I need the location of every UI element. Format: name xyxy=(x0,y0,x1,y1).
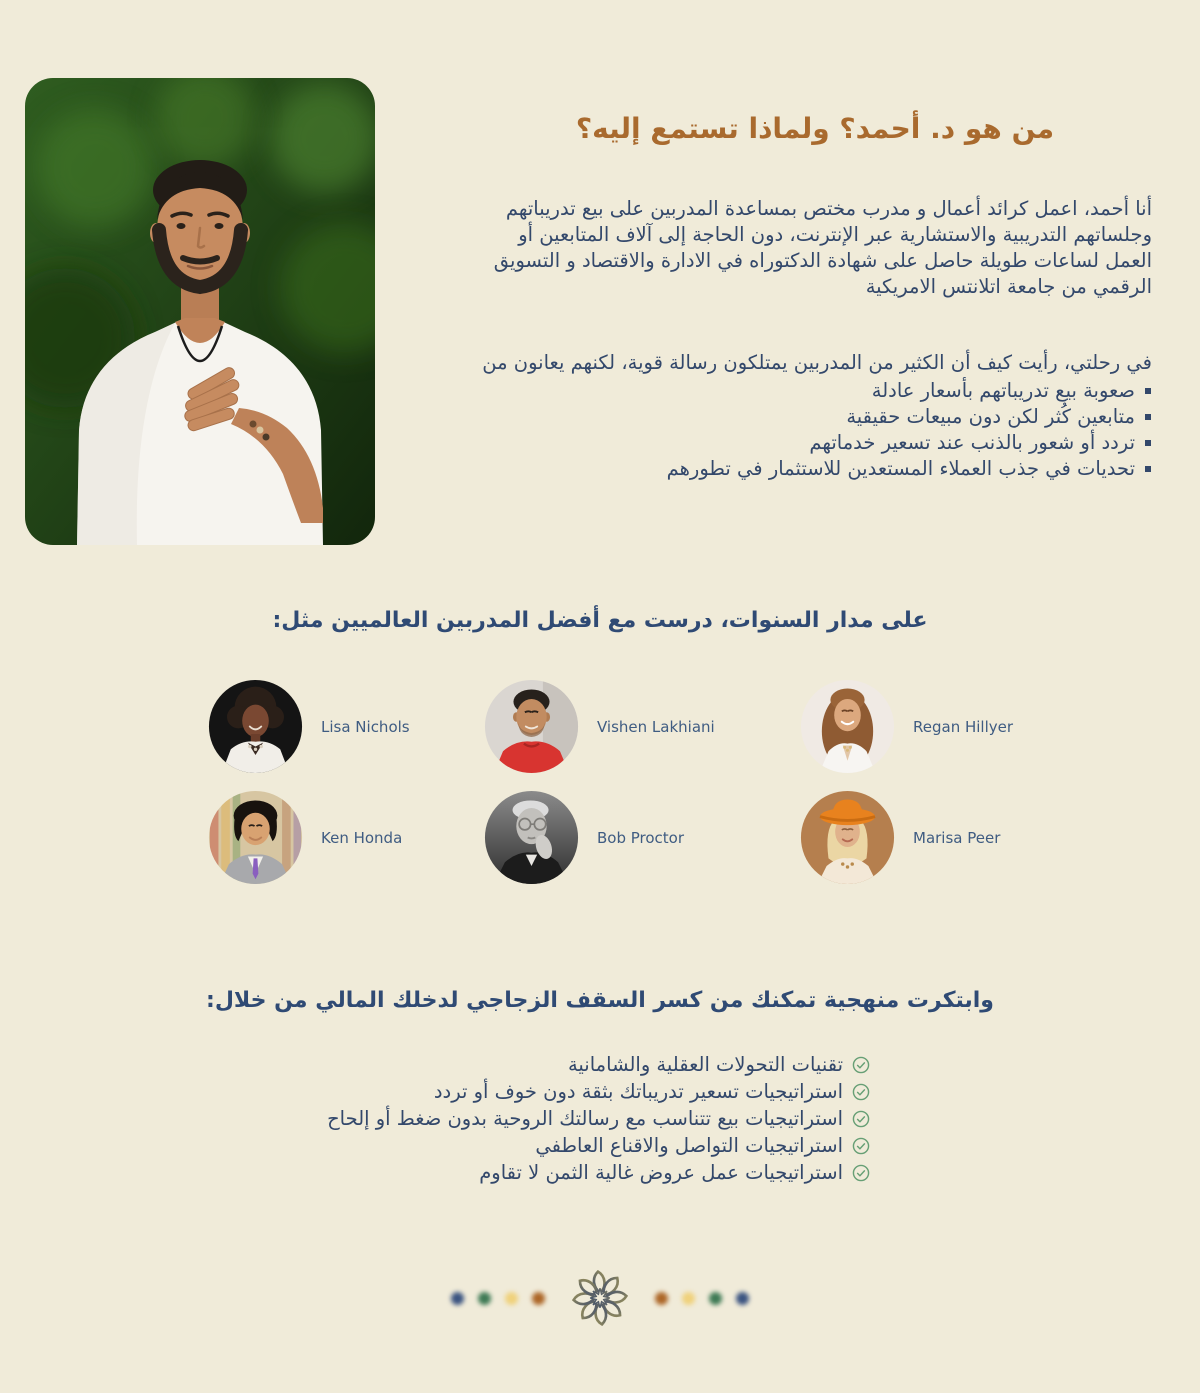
footer-dot xyxy=(682,1292,695,1305)
bio-paragraph: أنا أحمد، اعمل كرائد أعمال و مدرب مختص بمساعدة المدربين على بيع تدريباتهم وجلساتهم التدريبية والاستشارية عبر الإنترنت، دون الحاجة إلى آلاف المتابعين أو العمل لساعات طويلة حاصل على شهادة الدكتوراه في الادارة والاقتصاد و التسويق الرقمي من جامعة اتلانتس الامريكية xyxy=(493,197,1152,298)
methodology-heading: وابتكرت منهجية تمكنك من كسر السقف الزجاجي لدخلك المالي من خلال: xyxy=(206,988,994,1013)
journey-intro: في رحلتي، رأيت كيف أن الكثير من المدربين يمتلكون رسالة قوية، لكنهم يعانون من xyxy=(482,351,1152,374)
check-circle-icon xyxy=(852,1164,870,1182)
marisa-peer-avatar xyxy=(800,790,895,885)
mentor-card xyxy=(208,790,484,885)
mentor-card xyxy=(484,790,800,885)
checklist-text: استراتيجيات التواصل والاقناع العاطفي xyxy=(535,1134,843,1157)
footer-dot xyxy=(505,1292,518,1305)
pain-point-item: تردد أو شعور بالذنب عند تسعير خدماتهم xyxy=(452,430,1152,456)
checklist-text: تقنيات التحولات العقلية والشامانية xyxy=(567,1053,843,1076)
footer-dots-left xyxy=(451,1292,545,1305)
check-circle-icon xyxy=(852,1056,870,1074)
mentor-card xyxy=(208,679,484,774)
check-circle-icon xyxy=(852,1083,870,1101)
pain-point-item: صعوبة بيع تدريباتهم بأسعار عادلة xyxy=(452,378,1152,404)
methodology-checklist xyxy=(327,1052,870,1185)
check-circle-icon xyxy=(852,1137,870,1155)
mentors-heading: على مدار السنوات، درست مع أفضل المدربين العالميين مثل: xyxy=(272,608,928,633)
footer-dot xyxy=(655,1292,668,1305)
check-circle-icon xyxy=(852,1110,870,1128)
mentor-name: Lisa Nichols xyxy=(321,717,410,736)
journey-block xyxy=(452,350,1152,482)
checklist-text: استراتيجيات عمل عروض غالية الثمن لا تقاوم xyxy=(479,1161,843,1184)
coach-photo xyxy=(25,78,375,545)
footer-dot xyxy=(478,1292,491,1305)
ken-honda-avatar xyxy=(208,790,303,885)
mentor-name: Bob Proctor xyxy=(597,828,685,847)
checklist-item xyxy=(327,1160,870,1185)
checklist-item xyxy=(327,1079,870,1104)
checklist-text: استراتيجيات تسعير تدريباتك بثقة دون خوف أو تردد xyxy=(433,1080,843,1103)
footer-dot xyxy=(736,1292,749,1305)
checklist-item xyxy=(327,1133,870,1158)
checklist-item xyxy=(327,1052,870,1077)
vishen-lakhiani-avatar xyxy=(484,679,579,774)
checklist-text: استراتيجيات بيع تتناسب مع رسالتك الروحية بدون ضغط أو إلحاح xyxy=(327,1107,843,1130)
footer-dot xyxy=(532,1292,545,1305)
pain-point-item: تحديات في جذب العملاء المستعدين للاستثمار في تطورهم xyxy=(452,456,1152,482)
mentor-name: Regan Hillyer xyxy=(913,717,1014,736)
page-title: من هو د. أحمد؟ ولماذا تستمع إليه؟ xyxy=(575,112,1055,145)
pain-points-list xyxy=(452,378,1152,482)
regan-hillyer-avatar xyxy=(800,679,895,774)
coach-photo-illustration xyxy=(25,78,375,545)
pain-point-item: متابعين كُثر لكن دون مبيعات حقيقية xyxy=(452,404,1152,430)
footer-dot xyxy=(451,1292,464,1305)
lisa-nichols-avatar xyxy=(208,679,303,774)
bob-proctor-avatar xyxy=(484,790,579,885)
mentor-name: Marisa Peer xyxy=(913,828,1001,847)
footer-dot xyxy=(709,1292,722,1305)
mentor-name: Vishen Lakhiani xyxy=(597,717,715,736)
footer xyxy=(0,1262,1200,1334)
mentor-card xyxy=(800,790,1013,885)
mentor-card xyxy=(800,679,1013,774)
checklist-item xyxy=(327,1106,870,1131)
footer-dots-right xyxy=(655,1292,749,1305)
rosette-logo-icon xyxy=(567,1265,633,1331)
mentor-card xyxy=(484,679,800,774)
mentor-name: Ken Honda xyxy=(321,828,403,847)
mentors-grid xyxy=(208,679,1013,885)
